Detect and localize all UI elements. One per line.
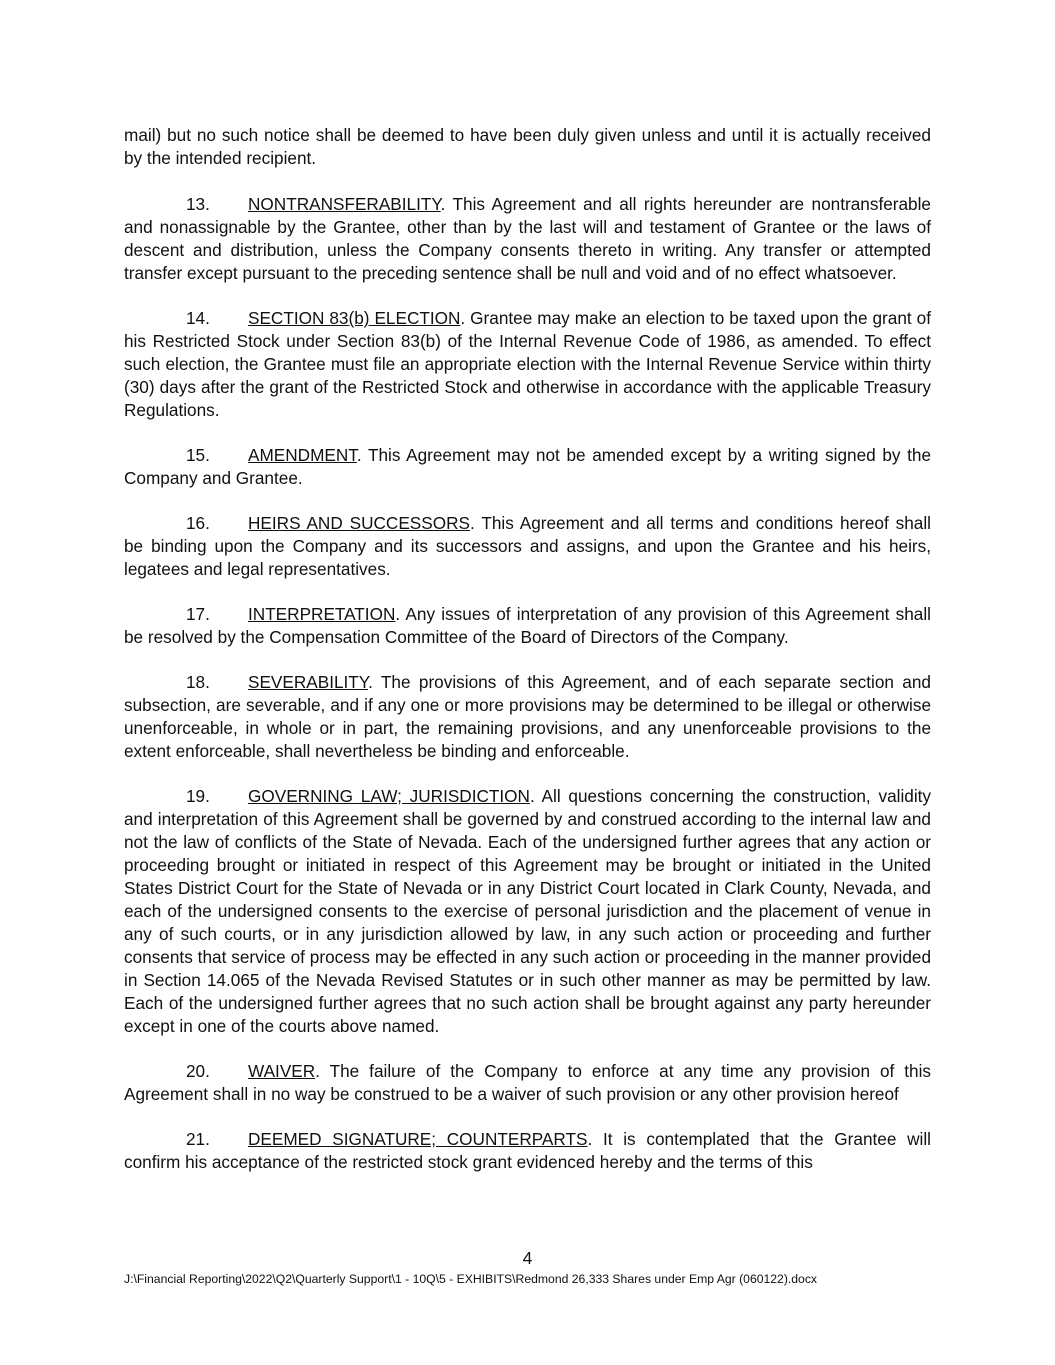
section-text: . It is contemplated that the Grantee will confirm his acceptance of the restricted stock grant evidenced hereby and the terms of this xyxy=(124,1129,931,1172)
section-heading: DEEMED SIGNATURE; COUNTERPARTS xyxy=(248,1129,588,1149)
section-text: . Grantee may make an election to be taxed upon the grant of his Restricted Stock under Section 83(b) of the Internal Revenue Code of 1986, as amended. To effect such election, the Grantee must file an appropriate election with the Internal Revenue Service within thirty (30) days after the grant of the Restricted Stock and otherwise in accordance with the applicable Treasury Regulations. xyxy=(124,308,931,420)
section-text: . The failure of the Company to enforce at any time any provision of this Agreement shall in no way be construed to be a waiver of such provision or any other provision hereof xyxy=(124,1061,931,1104)
section-text: . The provisions of this Agreement, and of each separate section and subsection, are severable, and if any one or more provisions may be determined to be illegal or otherwise unenforceable, in whole or in part, the remaining provisions, and any unenforceable provisions to the extent enforceable, shall nevertheless be binding and enforceable. xyxy=(124,672,931,761)
intro-paragraph: mail) but no such notice shall be deemed to have been duly given unless and until it is actually received by the intended recipient. xyxy=(124,125,931,168)
section-heading: GOVERNING LAW; JURISDICTION xyxy=(248,786,530,806)
section-heading: AMENDMENT xyxy=(248,445,357,465)
section-number: 19. xyxy=(186,786,210,806)
section-text: . This Agreement and all rights hereunder are nontransferable and nonassignable by the Grantee, other than by the last will and testament of Grantee or the laws of descent and distribution, unless the Company consents thereto in writing. Any transfer or attempted transfer except pursuant to the preceding sentence shall be null and void and of no effect whatsoever. xyxy=(124,194,931,283)
section-number: 17. xyxy=(186,604,210,624)
section-number: 16. xyxy=(186,513,210,533)
section-14 xyxy=(124,307,931,422)
section-heading: SEVERABILITY xyxy=(248,672,369,692)
document-body xyxy=(124,124,931,1196)
section-21 xyxy=(124,1128,931,1174)
section-18 xyxy=(124,671,931,763)
section-13 xyxy=(124,193,931,285)
section-19 xyxy=(124,785,931,1038)
section-heading: HEIRS AND SUCCESSORS xyxy=(248,513,470,533)
section-text: . All questions concerning the construction, validity and interpretation of this Agreement shall be governed by and construed according to the internal law and not the law of conflicts of the State of Nevada. Each of the undersigned further agrees that any action or proceeding brought or initiated in respect of this Agreement may be brought or initiated in the United States District Court for the State of Nevada or in any District Court located in Clark County, Nevada, and each of the undersigned consents to the exercise of personal jurisdiction and the placement of venue in any of such courts, or in any jurisdiction allowed by law, in any such action or proceeding and further consents that service of process may be effected in any such action or proceeding in the manner provided in Section 14.065 of the Nevada Revised Statutes or in such other manner as may be permitted by law. Each of the undersigned further agrees that no such action shall be brought against any party hereunder except in one of the courts above named. xyxy=(124,786,932,1036)
section-number: 15. xyxy=(186,445,210,465)
section-text: . This Agreement and all terms and conditions hereof shall be binding upon the Company and its successors and assigns, and upon the Grantee and his heirs, legatees and legal representatives. xyxy=(124,513,931,579)
section-17 xyxy=(124,603,931,649)
section-heading: SECTION 83(b) ELECTION xyxy=(248,308,461,328)
section-number: 13. xyxy=(186,194,210,214)
section-heading: WAIVER xyxy=(248,1061,316,1081)
section-heading: INTERPRETATION xyxy=(248,604,396,624)
section-text: . Any issues of interpretation of any provision of this Agreement shall be resolved by the Compensation Committee of the Board of Directors of the Company. xyxy=(124,604,931,647)
section-16 xyxy=(124,512,931,581)
section-15 xyxy=(124,444,931,490)
section-number: 14. xyxy=(186,308,210,328)
section-number: 20. xyxy=(186,1061,210,1081)
section-number: 21. xyxy=(186,1129,210,1149)
section-number: 18. xyxy=(186,672,210,692)
footer-file-path: J:\Financial Reporting\2022\Q2\Quarterly Support\1 - 10Q\5 - EXHIBITS\Redmond 26,333 Shares under Emp Agr (060122).docx xyxy=(124,1272,818,1286)
section-text: . This Agreement may not be amended except by a writing signed by the Company and Grantee. xyxy=(124,445,931,488)
page-number: 4 xyxy=(522,1248,533,1268)
section-heading: NONTRANSFERABILITY xyxy=(248,194,441,214)
section-20 xyxy=(124,1060,931,1106)
